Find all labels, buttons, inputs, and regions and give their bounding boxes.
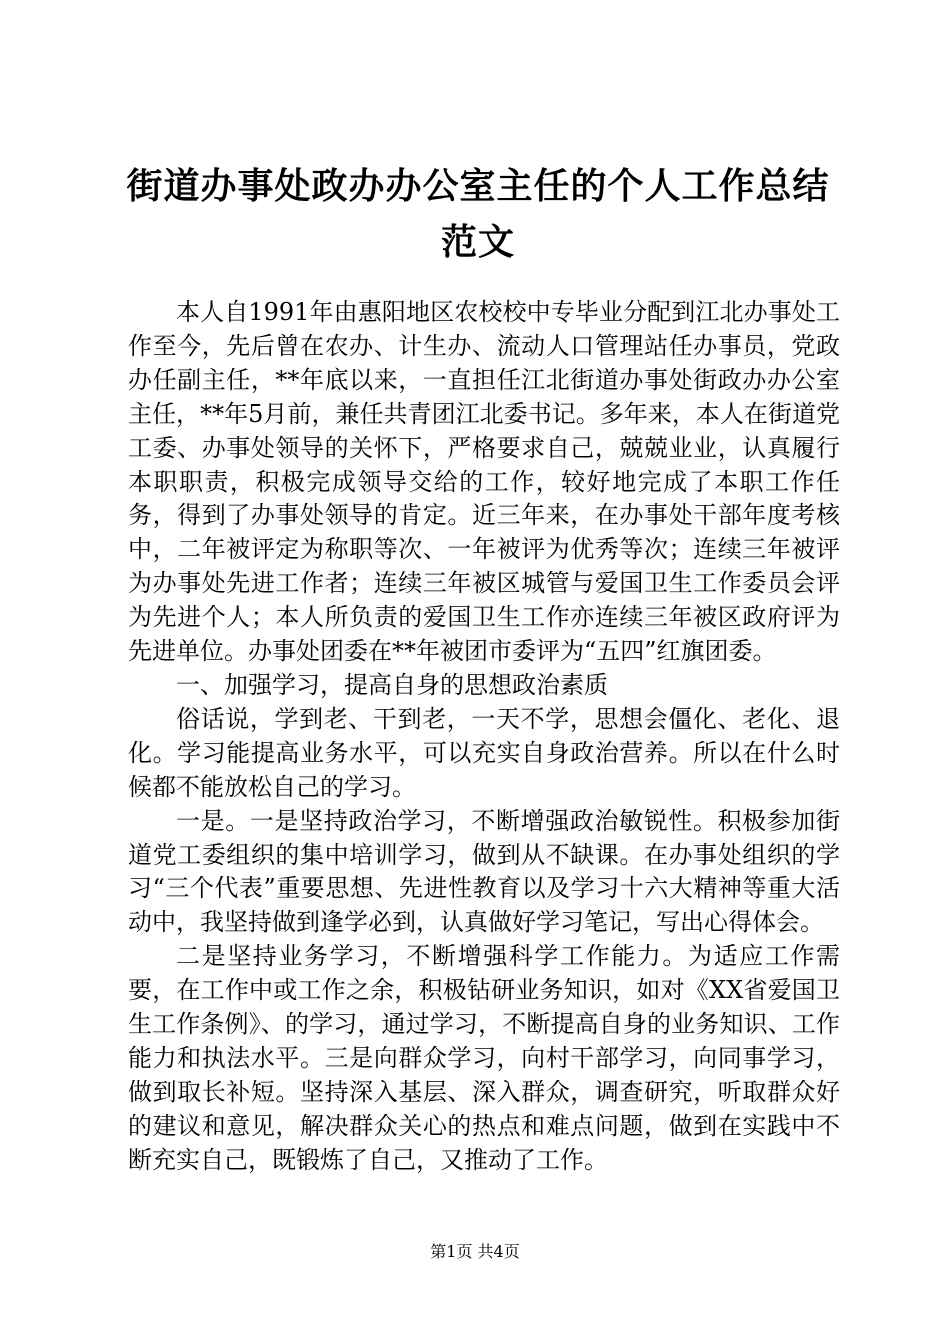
body-paragraph: 二是坚持业务学习，不断增强科学工作能力。为适应工作需要，在工作中或工作之余，积极钻研业务知识，如对《XX省爱国卫生工作条例》、的学习，通过学习，不断提高自身的业务知识、工作能力和执法水平。三是向群众学习，向村干部学习，向同事学习，做到取长补短。坚持深入基层、深入群众，调查研究，听取群众好的建议和意见，解决群众关心的热点和难点问题，做到在实践中不断充实自己，既锻炼了自己，又推动了工作。 bbox=[128, 942, 840, 1174]
document-title: 街道办事处政办办公室主任的个人工作总结范文 bbox=[126, 165, 830, 263]
body-paragraph: 一是。一是坚持政治学习，不断增强政治敏锐性。积极参加街道党工委组织的集中培训学习，做到从不缺课。在办事处组织的学习“三个代表”重要思想、先进性教育以及学习十六大精神等重大活动中，我坚持做到逢学必到，认真做好学习笔记，写出心得体会。 bbox=[128, 806, 840, 937]
section-heading: 一、加强学习，提高自身的思想政治素质 bbox=[176, 670, 608, 699]
page-number-footer: 第1页 共4页 bbox=[430, 1242, 520, 1261]
document-body bbox=[128, 296, 840, 1178]
body-paragraph: 俗话说，学到老、干到老，一天不学，思想会僵化、老化、退化。学习能提高业务水平，可以充实自身政治营养。所以在什么时候都不能放松自己的学习。 bbox=[128, 704, 840, 801]
intro-paragraph: 本人自1991年由惠阳地区农校校中专毕业分配到江北办事处工作至今，先后曾在农办、计生办、流动人口管理站任办事员，党政办任副主任，**年底以来，一直担任江北街道办事处街政办办公室主任，**年5月前，兼任共青团江北委书记。多年来，本人在街道党工委、办事处领导的关怀下，严格要求自己，兢兢业业，认真履行本职职责，积极完成领导交给的工作，较好地完成了本职工作任务，得到了办事处领导的肯定。近三年来，在办事处干部年度考核中，二年被评定为称职等次、一年被评为优秀等次；连续三年被评为办事处先进工作者；连续三年被区城管与爱国卫生工作委员会评为先进个人；本人所负责的爱国卫生工作亦连续三年被区政府评为先进单位。办事处团委在**年被团市委评为“五四”红旗团委。 bbox=[128, 298, 840, 666]
